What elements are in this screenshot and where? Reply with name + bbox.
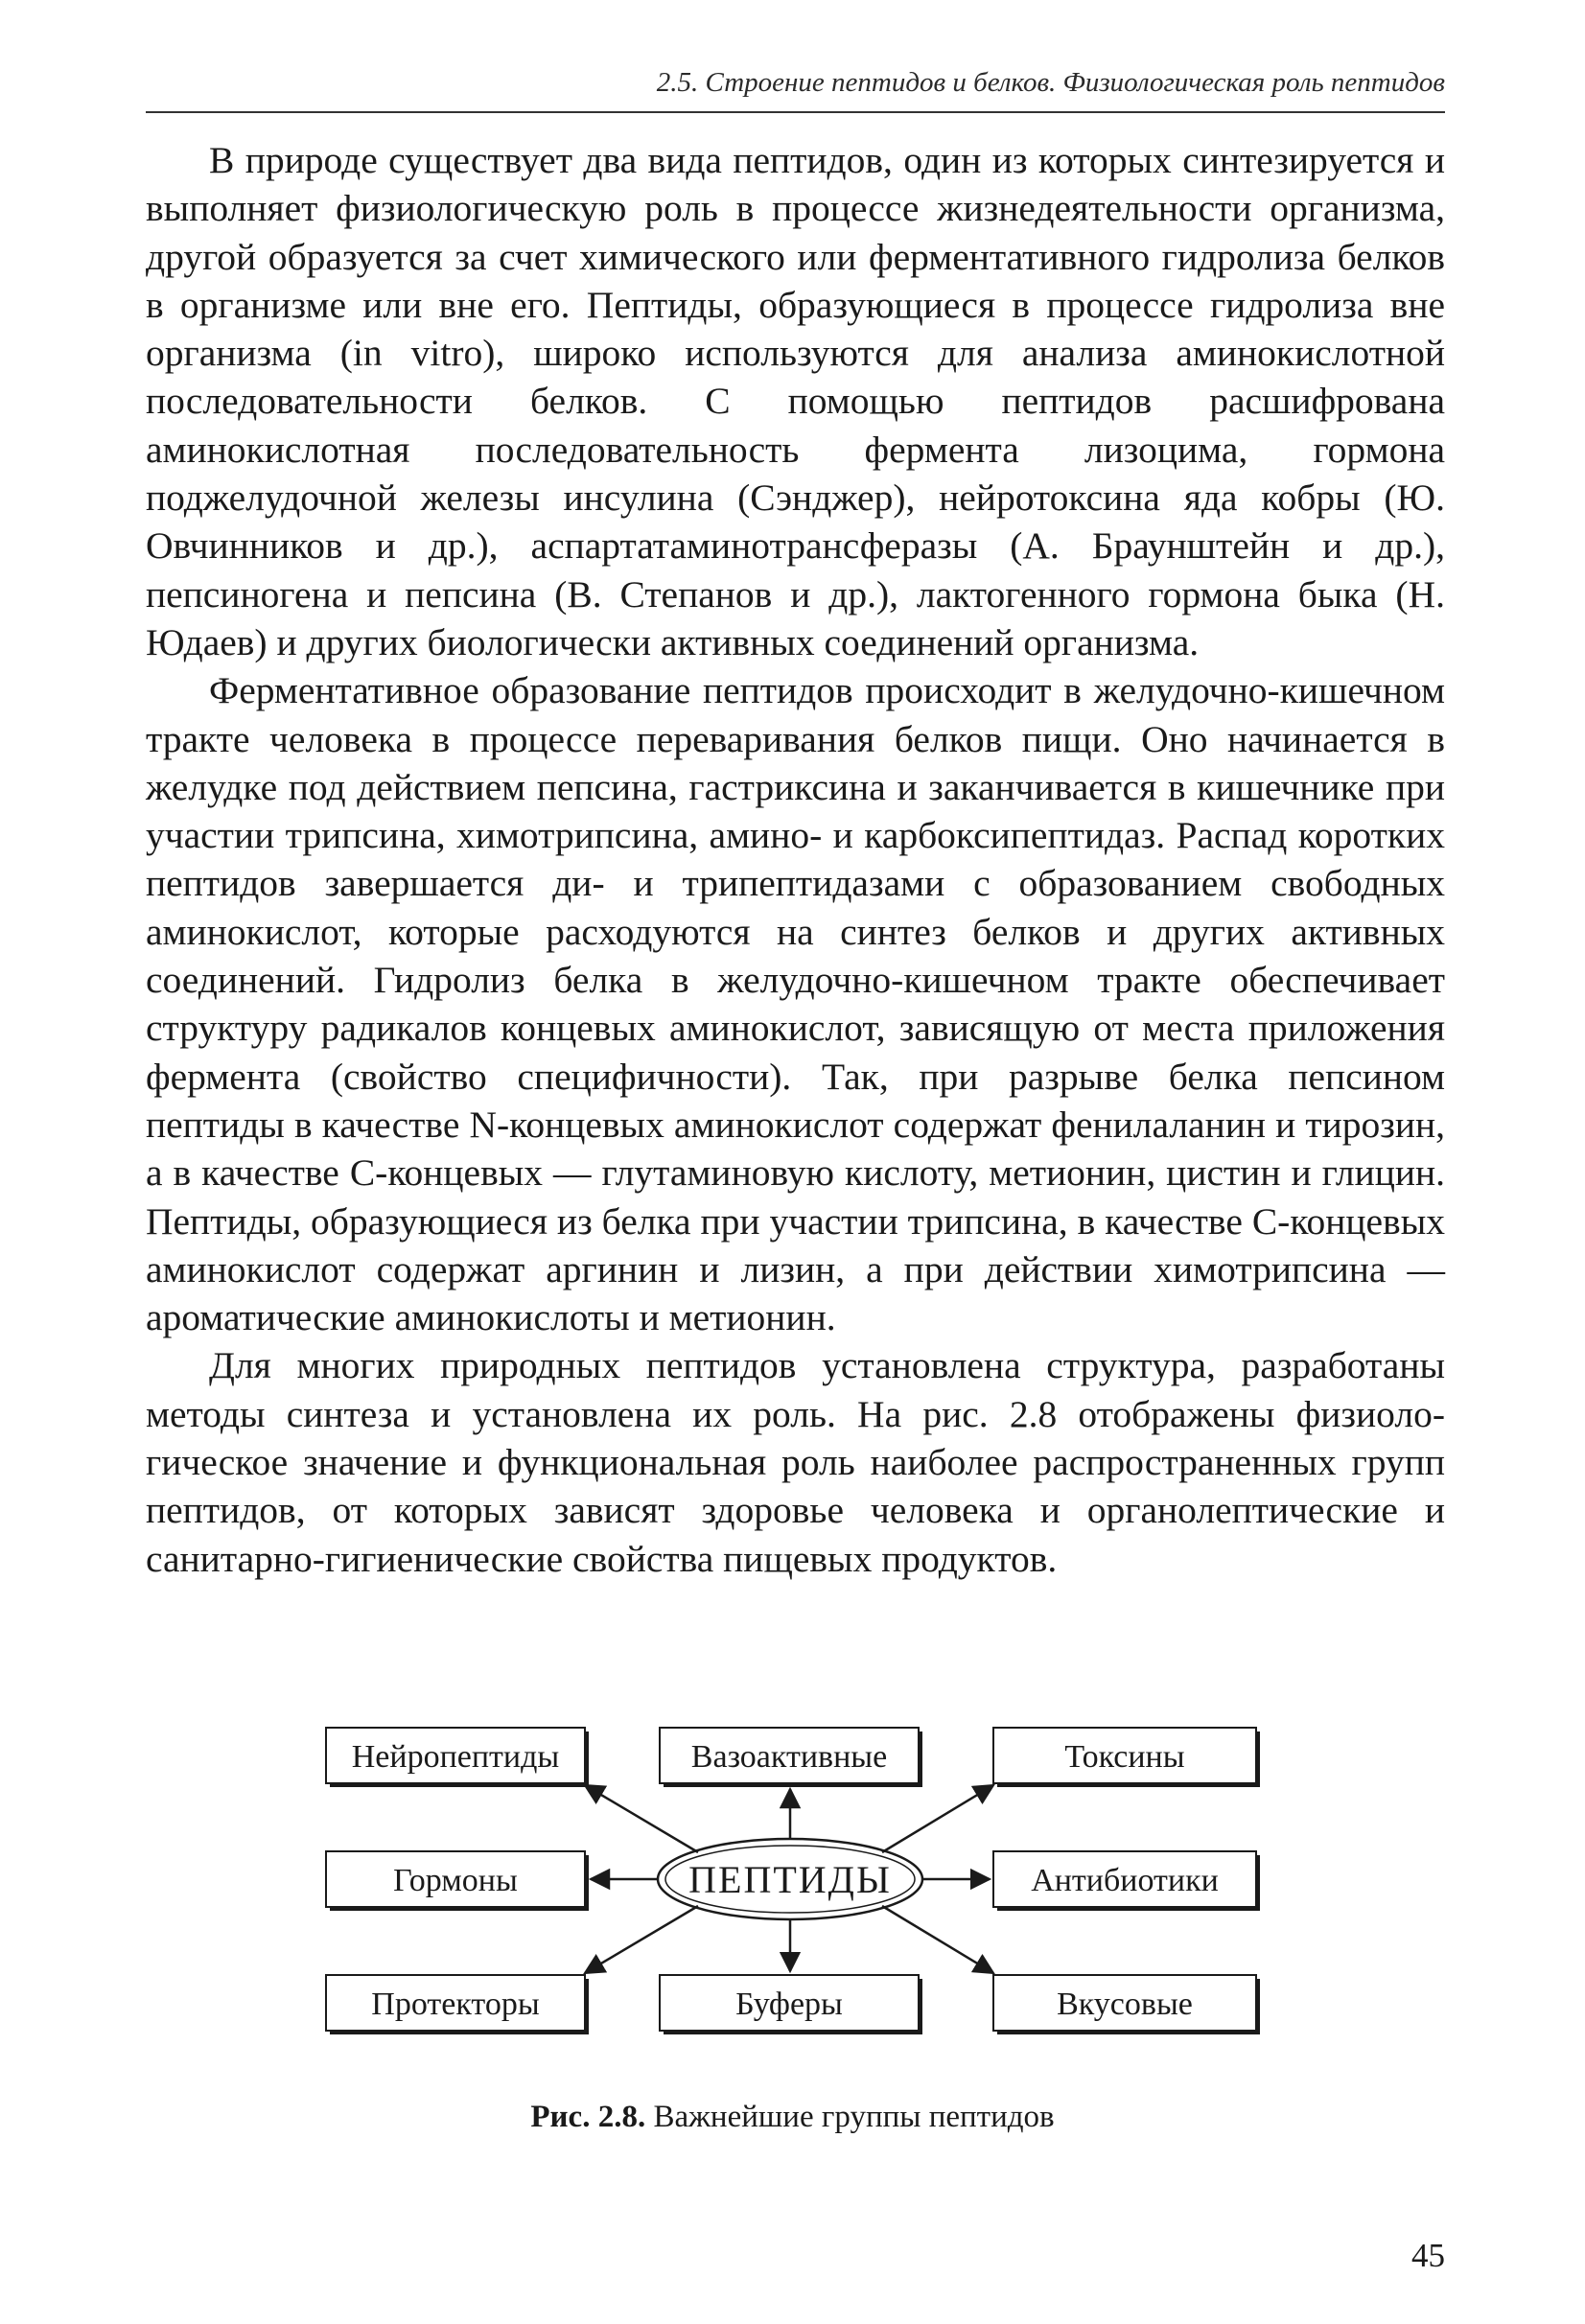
caption-text: Важнейшие группы пептидов <box>653 2100 1055 2134</box>
node-buffers-label: Буферы <box>735 1987 843 2022</box>
header-rule <box>146 111 1445 113</box>
page-number: 45 <box>1411 2237 1445 2274</box>
node-toxins <box>993 1728 1260 1787</box>
node-protectors-label: Протекторы <box>371 1987 540 2022</box>
node-protectors <box>326 1975 589 2034</box>
figure-caption <box>0 2100 1585 2135</box>
center-label: ПЕПТИДЫ <box>688 1858 892 1901</box>
node-hormones-label: Гормоны <box>393 1863 518 1898</box>
body-text <box>146 136 1445 1583</box>
arrow-protectors <box>585 1906 698 1973</box>
node-toxins-label: Токсины <box>1064 1739 1185 1775</box>
node-taste <box>993 1975 1260 2034</box>
running-head: 2.5. Строение пептидов и белков. Физиологическая роль пептидов <box>656 67 1445 98</box>
node-vasoactive-label: Вазоактивные <box>690 1739 888 1775</box>
node-hormones <box>326 1851 589 1911</box>
node-neuropeptides <box>326 1728 589 1787</box>
paragraph-2: Ферментативное образование пептидов происходит в желудочно-кишечном тракте человека в процессе переваривания белков пищи. Оно начинается в желудке под действием пепсина, гастриксина и заканчивается в кишечнике при участии трипсина, химотрипсина, амино- и карбоксипептидаз. Распад коротких пептидов завершается ди- и трипептидазами с образованием свободных аминокислот, которые расходуются на синтез белков и других активных соединений. Гидролиз белка в желудочно-кишечном тракте обеспечивает структуру радикалов концевых аминокислот, зависящую от места приложения фермента (свойство специфичности). Так, при разрыве белка пепсином пептиды в качестве N-концевых аминокислот содержат фенилаланин и тирозин, а в качестве С-концевых — глутаминовую кислоту, метионин, цистин и глицин. Пептиды, образующиеся из белка при участии трипсина, в качестве С-концевых аминокислот содержат аргинин и лизин, а при действии химотрипсина — ароматические аминокислоты и метионин. <box>146 669 1445 1339</box>
node-antibiotics <box>993 1851 1260 1911</box>
node-taste-label: Вкусовые <box>1057 1987 1193 2022</box>
node-neuropeptides-label: Нейропептиды <box>351 1739 560 1775</box>
arrow-taste <box>882 1906 993 1973</box>
node-buffers <box>660 1975 922 2034</box>
caption-number: Рис. 2.8. <box>530 2100 646 2134</box>
paragraph-1: В природе существует два вида пептидов, один из которых синтезируется и выполняет физиологическую роль в процессе жизнедеятельности организма, другой образуется за счет химического или ферментативного гидролиза белков в организме или вне его. Пептиды, образующиеся в процессе гидролиза вне организма (in vitro), широко используются для анализа аминокислотной последовательности белков. С помощью пептидов расшифрована аминокислотная последовательность фермента лизоцима, гормона поджелудочной железы инсулина (Сэнджер), нейротоксина яда кобры (Ю. Овчинников и др.), аспартатаминотрансферазы (А. Браунштейн и др.), пепсиногена и пепсина (В. Степанов и др.), лактогенного гормона быка (Н. Юдаев) и других биологически активных соединений организма. <box>146 139 1445 663</box>
paragraph-3: Для многих природных пептидов установлена структура, разработаны методы синтеза и установлена их роль. На рис. 2.8 отображены физиологическое значение и функциональная роль наиболее распространенных групп пептидов, от которых зависят здоровье человека и органолептические и санитарно-гигиенические свойства пищевых продуктов. <box>146 1344 1445 1580</box>
arrow-toxins <box>882 1785 993 1852</box>
diagram-svg <box>0 1716 1585 2100</box>
node-antibiotics-label: Антибиотики <box>1031 1863 1219 1898</box>
arrow-neuropeptides <box>585 1785 698 1852</box>
node-vasoactive <box>660 1728 922 1787</box>
